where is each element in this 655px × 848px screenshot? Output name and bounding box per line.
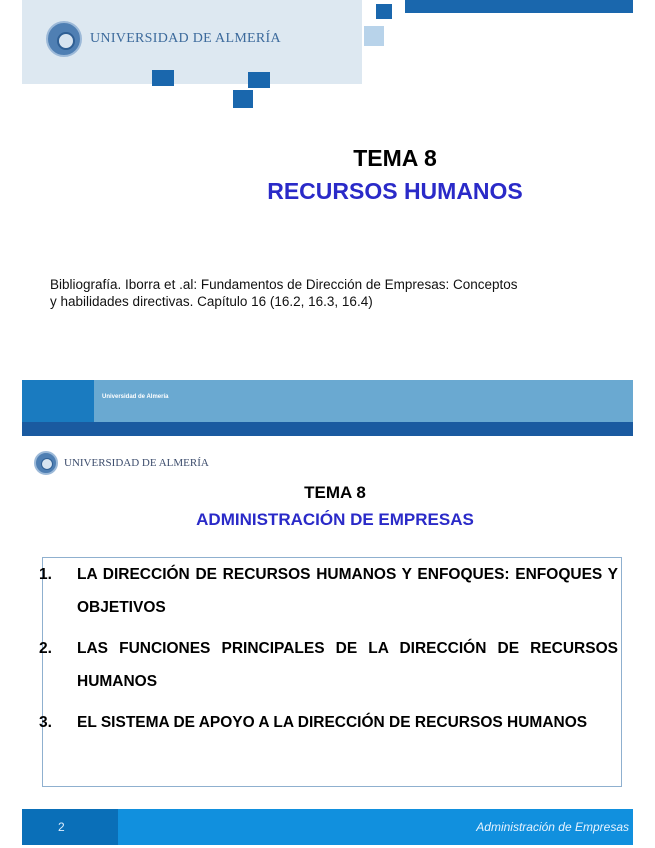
logo-text: UNIVERSIDAD DE ALMERÍA xyxy=(90,31,281,46)
university-logo xyxy=(34,451,209,475)
decorative-square xyxy=(248,72,270,88)
slide-subtitle: ADMINISTRACIÓN DE EMPRESAS xyxy=(196,510,474,529)
list-item xyxy=(39,558,618,624)
item-text: EL SISTEMA DE APOYO A LA DIRECCIÓN DE RECURSOS HUMANOS xyxy=(77,714,588,731)
header-accent-bar xyxy=(405,0,633,13)
decorative-square xyxy=(152,70,174,86)
list-item xyxy=(39,632,618,698)
university-seal-icon xyxy=(34,451,58,475)
footer-text: Administración de Empresas xyxy=(476,820,629,834)
slide-title: TEMA 8 xyxy=(353,145,437,171)
decorative-square xyxy=(233,90,253,108)
bibliography-line: y habilidades directivas. Capítulo 16 (16.2, 16.3, 16.4) xyxy=(50,294,373,309)
slide-subtitle: RECURSOS HUMANOS xyxy=(267,178,523,204)
university-logo xyxy=(46,21,281,57)
contents-box xyxy=(39,557,622,787)
footer-text: Universidad de Almería xyxy=(102,394,169,400)
page-number: 2 xyxy=(58,820,65,834)
footer-left-block xyxy=(22,809,118,845)
footer-band xyxy=(22,380,633,422)
logo-text: UNIVERSIDAD DE ALMERÍA xyxy=(64,457,209,469)
slide-title: TEMA 8 xyxy=(304,483,366,502)
item-number: 3. xyxy=(39,714,52,731)
item-text: LAS FUNCIONES PRINCIPALES DE LA DIRECCIÓN DE RECURSOS HUMANOS xyxy=(77,640,618,690)
decorative-square xyxy=(376,4,392,19)
slide-2 xyxy=(0,440,655,848)
list-item xyxy=(39,706,618,739)
item-text: LA DIRECCIÓN DE RECURSOS HUMANOS Y ENFOQUES: ENFOQUES Y OBJETIVOS xyxy=(77,566,618,616)
footer-bottom-bar xyxy=(22,422,633,436)
item-number: 1. xyxy=(39,566,52,583)
footer-left-block xyxy=(22,380,94,422)
university-seal-icon xyxy=(46,21,82,57)
decorative-square xyxy=(364,26,384,46)
item-number: 2. xyxy=(39,640,52,657)
bibliography-line: Bibliografía. Iborra et .al: Fundamentos de Dirección de Empresas: Conceptos xyxy=(50,277,518,292)
bibliography xyxy=(50,276,610,310)
